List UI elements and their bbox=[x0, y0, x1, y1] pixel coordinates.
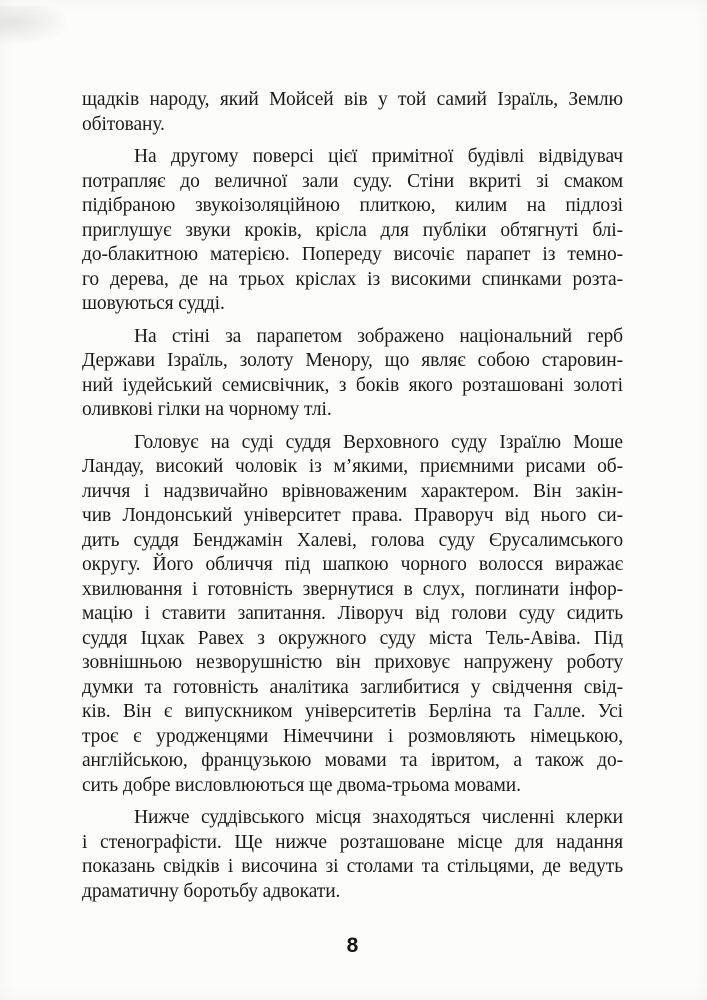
text-line: округу. Його обличчя під шапкою чорного волосся виражає bbox=[82, 554, 623, 575]
text-line: до-блакитною матерією. Попереду височіє парапет із темно- bbox=[82, 244, 623, 265]
text-line: англійською, французькою мовами та івритом, а також до- bbox=[82, 750, 623, 771]
text-line: ків. Він є випускником університетів Берліна та Галле. Усі bbox=[82, 701, 623, 722]
text-line: ний іудейський семисвічник, з боків якого розташовані золоті bbox=[82, 374, 623, 396]
text-line: зовнішньою незворушністю він приховує напружену роботу bbox=[82, 652, 623, 673]
text-line: На другому поверсі цієї примітної будівлі відвідувач bbox=[134, 146, 623, 167]
text-line: Ландау, високий чоловік із м’якими, приємними рисами об- bbox=[82, 456, 623, 477]
text-line: Держави Ізраїль, золоту Менору, що являє собою старовин- bbox=[82, 350, 623, 371]
text-block bbox=[82, 88, 623, 904]
paragraph bbox=[82, 145, 623, 317]
text-line: приглушує звуки кроків, крісла для публіки обтягнуті блі- bbox=[82, 219, 623, 241]
text-line: хвилювання і готовність звернутися в слух, поглинати інфор- bbox=[82, 578, 623, 600]
text-line: го дерева, де на трьох кріслах із високими спинками розта- bbox=[82, 268, 623, 290]
paragraph bbox=[82, 431, 623, 799]
text-line: і стенографісти. Ще нижче розташоване місце для надання bbox=[82, 831, 623, 853]
paragraph bbox=[82, 88, 623, 137]
text-line: суддя Іцхак Равех з окружного суду міста Тель-Авіва. Під bbox=[82, 627, 623, 649]
text-line: обітовану. bbox=[82, 113, 165, 135]
page-number: 8 bbox=[346, 934, 359, 957]
text-line: драматичну боротьбу адвокати. bbox=[82, 880, 341, 902]
text-line: троє є уродженцями Німеччини і розмовляють німецькою, bbox=[82, 725, 623, 747]
text-line: мацію і ставити запитання. Ліворуч від голови суду сидить bbox=[82, 603, 623, 624]
text-line: Нижче суддівського місця знаходяться численні клерки bbox=[134, 807, 623, 828]
text-line: Головує на суді суддя Верховного суду Ізраїлю Моше bbox=[134, 431, 623, 453]
paragraph bbox=[82, 325, 623, 423]
text-line: підібраною звукоізоляційною плиткою, килим на підлозі bbox=[82, 195, 623, 216]
text-line: личчя і надзвичайно врівноваженим характером. Він закін- bbox=[82, 480, 623, 502]
text-line: думки та готовність аналітика заглибитися у свідчення свід- bbox=[82, 676, 623, 698]
text-line: чив Лондонський університет права. Праворуч від нього си- bbox=[82, 505, 623, 526]
text-line: щадків народу, який Мойсей вів у той самий Ізраїль, Землю bbox=[82, 89, 623, 110]
text-line: сить добре висловлюються ще двома-трьома мовами. bbox=[82, 774, 521, 796]
scan-smudge bbox=[0, 6, 70, 46]
paragraph bbox=[82, 806, 623, 904]
text-line: потрапляє до величної зали суду. Стіни вкриті зі смаком bbox=[82, 170, 623, 192]
text-line: дить суддя Бенджамін Халеві, голова суду Єрусалимського bbox=[82, 529, 623, 551]
text-line: показань свідків і височина зі столами та стільцями, де ведуть bbox=[82, 856, 623, 877]
text-line: На стіні за парапетом зображено національний герб bbox=[134, 325, 623, 347]
text-line: шовуються судді. bbox=[82, 293, 225, 314]
text-line: оливкові гілки на чорному тлі. bbox=[82, 399, 332, 420]
